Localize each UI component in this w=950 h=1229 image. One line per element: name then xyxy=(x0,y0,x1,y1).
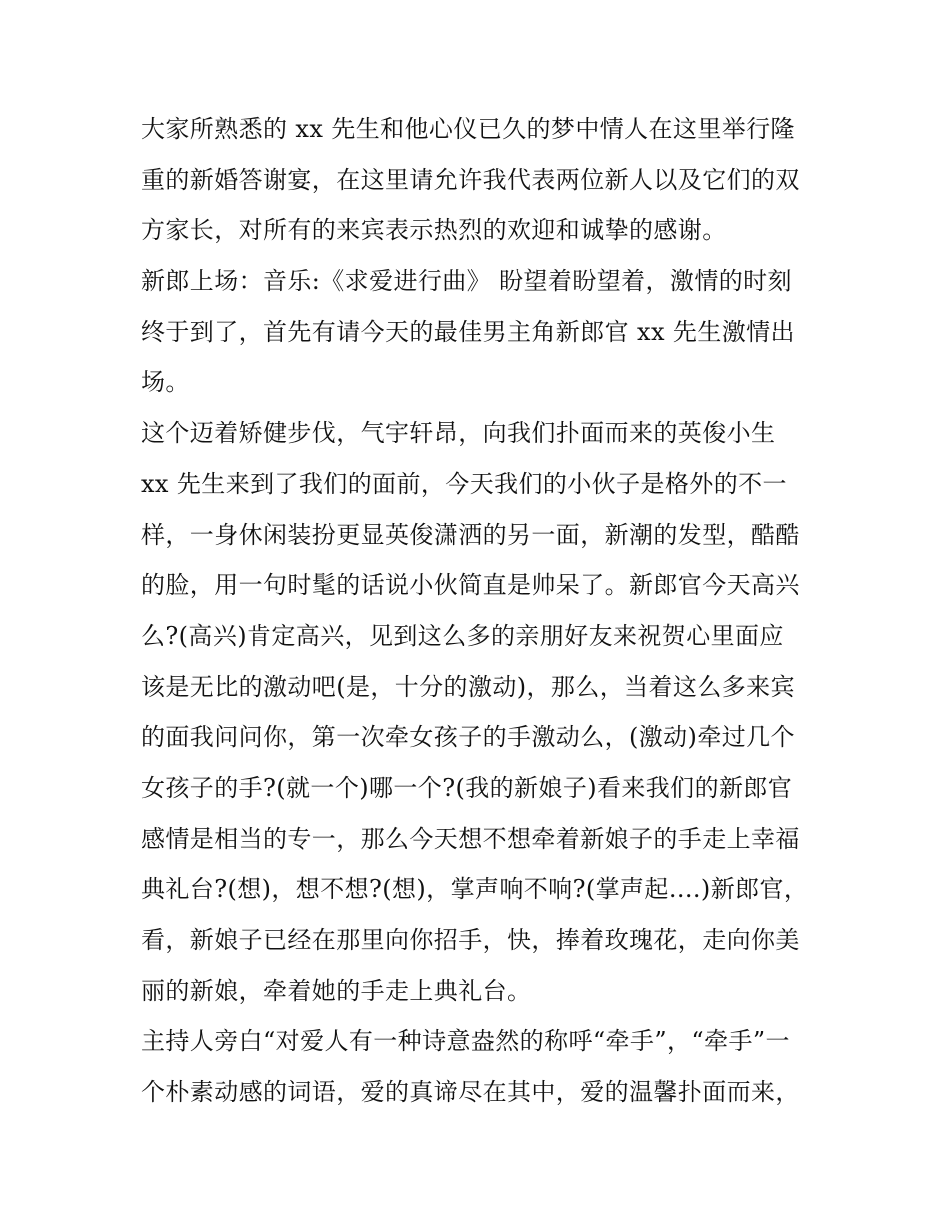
text-line: 的脸，用一句时髦的话说小伙简直是帅呆了。新郎官今天高兴 xyxy=(141,571,800,600)
text-line: xx 先生来到了我们的面前，今天我们的小伙子是格外的不一 xyxy=(141,469,787,498)
text-line: 主持人旁白“对爱人有一种诗意盎然的称呼“牵手”，“牵手”一 xyxy=(141,1027,790,1056)
text-line: 这个迈着矫健步伐，气宇轩昂，向我们扑面而来的英俊小生 xyxy=(141,419,776,448)
text-line: 该是无比的激动吧(是，十分的激动)，那么，当着这么多来宾 xyxy=(141,672,795,701)
text-line: 么?(高兴)肯定高兴，见到这么多的亲朋好友来祝贺心里面应 xyxy=(141,621,784,650)
text-line: 的面我问问你，第一次牵女孩子的手激动么，(激动)牵过几个 xyxy=(141,723,795,752)
text-line: 感情是相当的专一，那么今天想不想牵着新娘子的手走上幸福 xyxy=(141,824,800,853)
text-line: 看，新娘子已经在那里向你招手，快，捧着玫瑰花，走向你美 xyxy=(141,926,800,954)
document-body xyxy=(141,104,821,1118)
text-line: 方家长，对所有的来宾表示热烈的欢迎和诚挚的感谢。 xyxy=(141,216,727,245)
text-line: 大家所熟悉的 xx 先生和他心仪已久的梦中情人在这里举行隆 xyxy=(141,115,795,143)
text-line: 终于到了，首先有请今天的最佳男主角新郎官 xx 先生激情出 xyxy=(141,317,795,346)
text-line: 新郎上场：音乐:《求爱进行曲》 盼望着盼望着，激情的时刻 xyxy=(141,267,792,296)
text-line: 女孩子的手?(就一个)哪一个?(我的新娘子)看来我们的新郎官 xyxy=(141,773,793,802)
text-line: 个朴素动感的词语，爱的真谛尽在其中，爱的温馨扑面而来， xyxy=(141,1078,800,1107)
text-line: 丽的新娘，牵着她的手走上典礼台。 xyxy=(141,976,532,1005)
text-line: 样，一身休闲装扮更显英俊潇洒的另一面，新潮的发型，酷酷 xyxy=(141,520,800,549)
text-line: 场。 xyxy=(141,368,190,397)
text-line: 重的新婚答谢宴，在这里请允许我代表两位新人以及它们的双 xyxy=(141,165,800,194)
text-line: 典礼台?(想)，想不想?(想)，掌声响不响?(掌声起....)新郎官， xyxy=(141,875,809,904)
